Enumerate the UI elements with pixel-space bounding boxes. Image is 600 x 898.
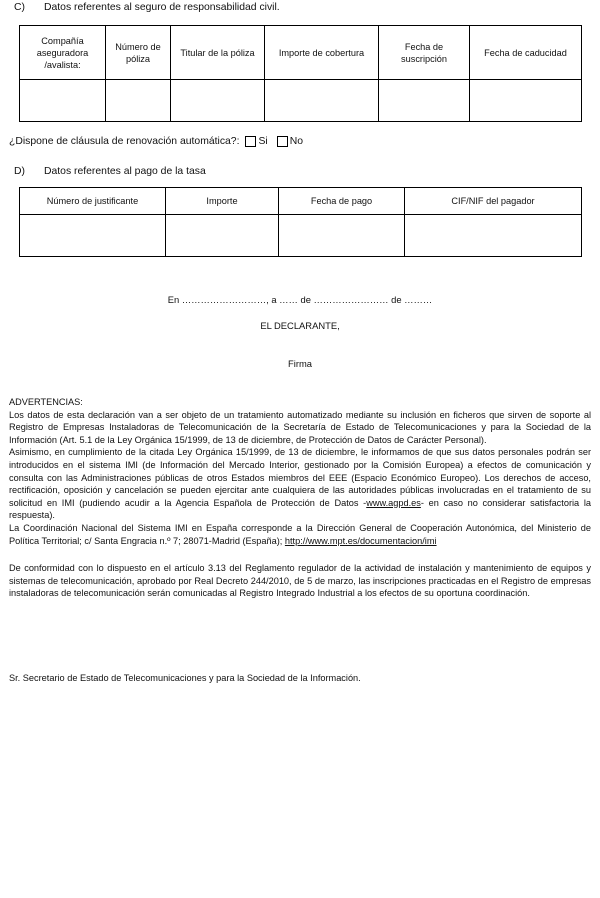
insurer-field[interactable]	[20, 80, 106, 122]
col-coverage-amount: Importe de cobertura	[265, 26, 379, 80]
warnings-paragraph-2	[9, 446, 591, 522]
col-subscription-date: Fecha de suscripción	[379, 26, 470, 80]
col-expiry-date: Fecha de caducidad	[470, 26, 582, 80]
section-c-title: Datos referentes al seguro de responsabilidad civil.	[44, 2, 280, 13]
place-date-line: En ………………………, a …… de …………………… de ………	[167, 294, 433, 305]
signature-label: Firma	[288, 358, 312, 369]
warnings-p2-tail: - en caso no considerar satisfactoria la respuesta).	[9, 497, 591, 521]
renewal-yes-label: Si	[258, 136, 268, 147]
warnings-paragraph-1: Los datos de esta declaración van a ser objeto de un tratamiento automatizado mediante su inclusión en ficheros que sirven de soporte al Registro de Empresas Instaladoras de Telecomunicación de la Secretaría de Estado de Telecomunicaciones y para la Sociedad de la Información (Art. 5.1 de la Ley Orgánica 15/1999, de 13 de diciembre, de Protección de Datos de Carácter Personal).	[9, 409, 591, 445]
col-receipt-number: Número de justificante	[20, 188, 166, 215]
fee-payment-table	[19, 187, 582, 257]
payer-id-field[interactable]	[405, 215, 582, 257]
checkbox-yes[interactable]	[245, 136, 256, 147]
expiry-date-field[interactable]	[470, 80, 582, 122]
warnings-block	[9, 396, 591, 547]
renewal-question: ¿Dispone de cláusula de renovación automática?:	[9, 136, 240, 147]
insurance-table	[19, 25, 582, 122]
policy-number-field[interactable]	[106, 80, 171, 122]
checkbox-no[interactable]	[277, 136, 288, 147]
mpt-link[interactable]: http://www.mpt.es/documentacion/imi	[284, 535, 437, 546]
insurance-table-header	[20, 26, 582, 80]
amount-field[interactable]	[166, 215, 279, 257]
col-payment-date: Fecha de pago	[279, 188, 405, 215]
warnings-p3-text: La Coordinación Nacional del Sistema IMI en España corresponde a la Dirección General de Cooperación Autonómica, del Ministerio de Política Territorial; c/ Santa Engracia n.º 7; 28071-Madrid (España);	[9, 522, 591, 546]
policy-holder-field[interactable]	[171, 80, 265, 122]
section-c-letter: C)	[14, 2, 25, 13]
payment-date-field[interactable]	[279, 215, 405, 257]
fee-payment-table-row	[20, 215, 582, 257]
renewal-no-label: No	[289, 136, 304, 147]
col-payer-id: CIF/NIF del pagador	[405, 188, 582, 215]
declarant-label: EL DECLARANTE,	[260, 320, 340, 331]
subscription-date-field[interactable]	[379, 80, 470, 122]
warnings-p2-text: Asimismo, en cumplimiento de la citada Ley Orgánica 15/1999, de 13 de diciembre, le informamos de que sus datos personales podrán ser introducidos en el sistema IMI (de Información del Mercado Interior, gestionado por la Comisión Europea) a efectos de comunicación y consulta con las Administraciones públicas de otros Estados miembros del EEE (Espacio Económico Europeo). Los derechos de acceso, rectificación, oposición y cancelación se pueden ejercitar ante cualquiera de las autoridades públicas involucradas en el tratamiento de su solicitud en IMI (pudiendo acudir a la Agencia Española de Protección de Datos -	[9, 447, 591, 508]
coverage-amount-field[interactable]	[265, 80, 379, 122]
section-d-title: Datos referentes al pago de la tasa	[44, 166, 206, 177]
warnings-heading: ADVERTENCIAS:	[9, 397, 83, 407]
renewal-yes-option[interactable]	[245, 136, 267, 147]
renewal-question-row	[9, 136, 303, 147]
section-d-letter: D)	[14, 166, 25, 177]
col-amount: Importe	[166, 188, 279, 215]
col-policy-holder: Titular de la póliza	[171, 26, 265, 80]
warnings-paragraph-3	[9, 522, 591, 547]
receipt-number-field[interactable]	[20, 215, 166, 257]
insurance-table-row	[20, 80, 582, 122]
addressee-line: Sr. Secretario de Estado de Telecomunicaciones y para la Sociedad de la Información.	[9, 673, 361, 683]
agpd-link[interactable]: www.agpd.es	[366, 497, 421, 508]
col-policy-number: Número de póliza	[106, 26, 171, 80]
col-insurer: Compañía aseguradora /avalista:	[20, 26, 106, 80]
fee-payment-table-header	[20, 188, 582, 215]
conformity-paragraph: De conformidad con lo dispuesto en el artículo 3.13 del Reglamento regulador de la actividad de instalación y mantenimiento de equipos y sistemas de telecomunicación, aprobado por Real Decreto 244/2010, de 5 de marzo, las inscripciones practicadas en el Registro de empresas instaladoras de telecomunicación serán comunicadas al Registro Integrado Industrial a los efectos de su oportuna coordinación.	[9, 563, 591, 599]
renewal-no-option[interactable]	[277, 136, 303, 147]
